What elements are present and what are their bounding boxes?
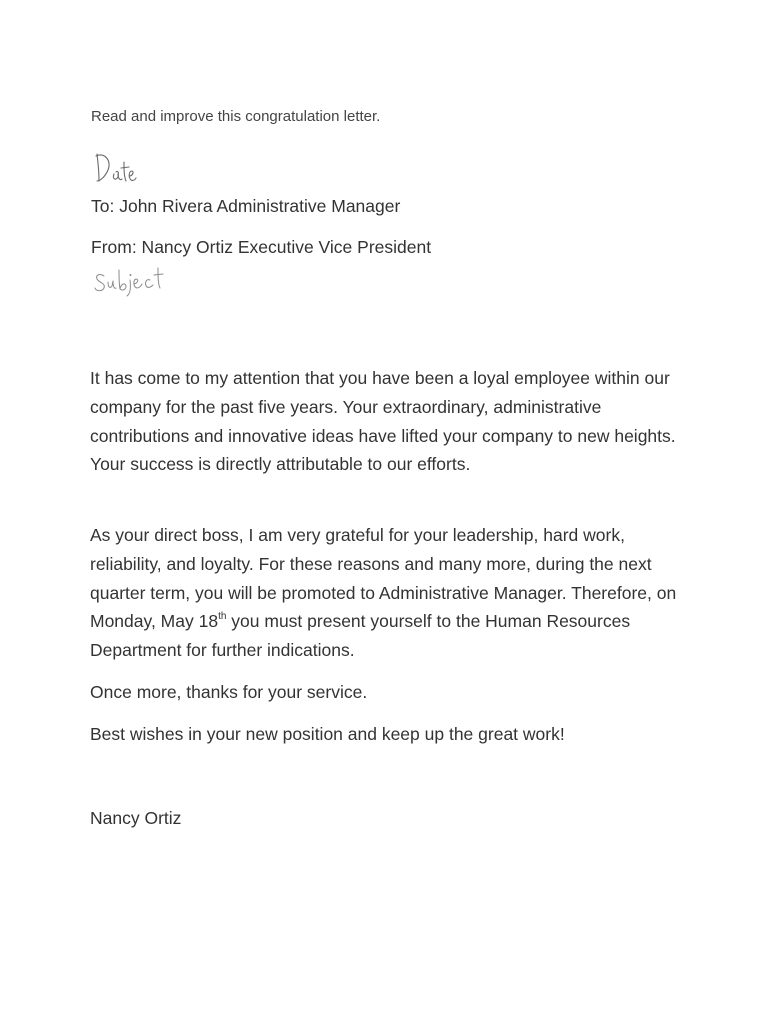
signature-name: Nancy Ortiz [90,808,182,828]
paragraph-2-text-end: you must present yourself to the Human Resources Department for further indications. [90,611,631,661]
body-paragraph-3: Once more, thanks for your service. [90,682,368,702]
handwritten-date-note [92,148,138,186]
handwritten-subject-note [92,262,176,298]
body-paragraph-4: Best wishes in your new position and keep up the great work! [90,724,565,744]
body-paragraph-2 [90,521,690,665]
sender-line: From: Nancy Ortiz Executive Vice President [91,237,432,257]
body-paragraph-1: It has come to my attention that you have been a loyal employee within our company for the past five years. Your extraordinary, administrative contributions and innovative ideas have lifted your company to new heights. Your success is directly attributable to our efforts. [90,368,676,475]
recipient-line: To: John Rivera Administrative Manager [91,196,401,216]
instruction-text: Read and improve this congratulation letter. [91,108,381,125]
paragraph-2-text-start: As your direct boss, I am very grateful for your leadership, hard work, reliability, and loyalty. For these reasons and many more, during the next quarter term, you will be promoted to Administrative Manager. Therefore, on Monday, May 18 [90,525,677,632]
ordinal-suffix: th [218,611,227,623]
